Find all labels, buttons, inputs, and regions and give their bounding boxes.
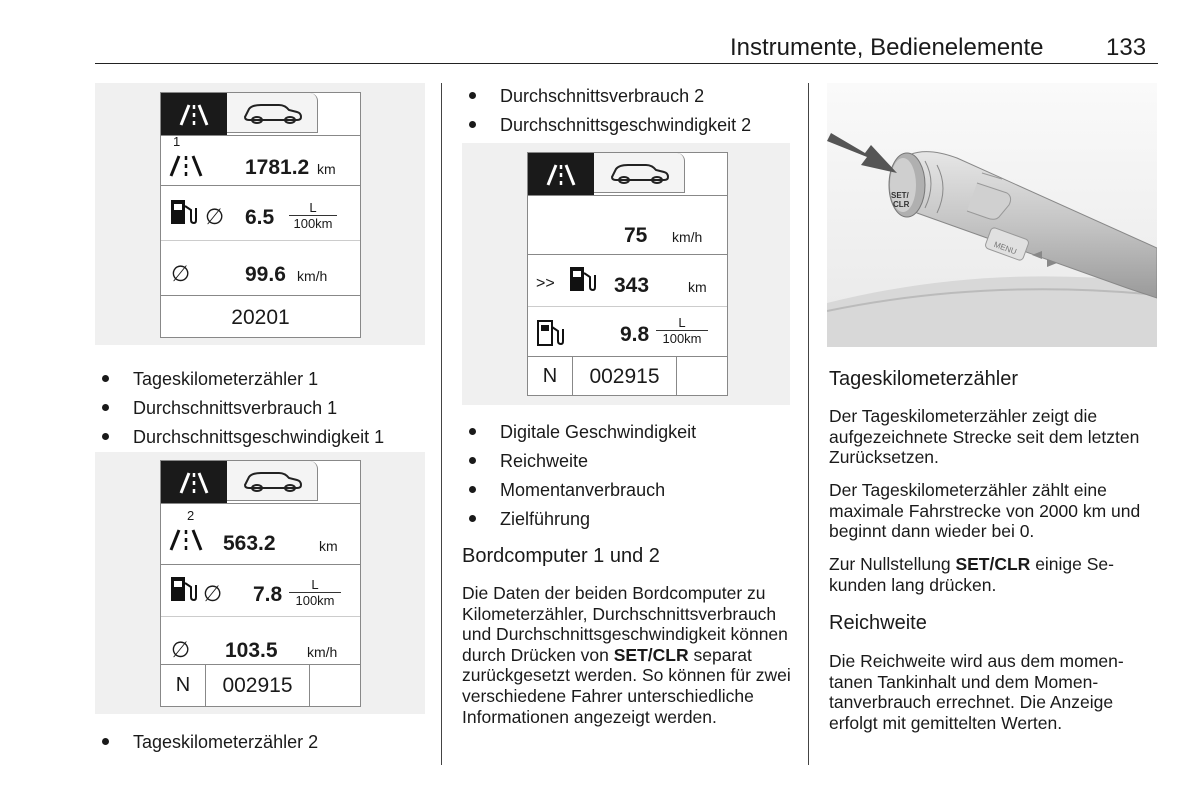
trip-row: [161, 135, 360, 186]
consumption-value: 6.5: [245, 206, 275, 229]
page-number: 133: [1106, 34, 1147, 61]
set-clr-button-label: SET/: [891, 191, 909, 200]
consumption-row: [161, 185, 360, 241]
odometer-cell: [206, 665, 310, 706]
average-icon: ∅: [171, 637, 191, 662]
speed-unit: km/h: [672, 229, 703, 245]
odometer-value: 002915: [589, 365, 660, 388]
odometer-value: 002915: [222, 674, 293, 697]
column-separator: [441, 83, 442, 765]
gear-cell: [528, 357, 573, 395]
section-paragraph: Zur Nullstellung SET/CLR einige Sekunden lang drücken.: [829, 554, 1114, 595]
consumption-row: [161, 564, 360, 617]
list-item: Reichweite: [462, 449, 696, 478]
bullet-list: [95, 367, 384, 454]
section-paragraph: Der Tageskilometerzähler zählt eine maximale Fahrstrecke von 2000 km und beginnt dann wieder bei 0.: [829, 480, 1141, 542]
odometer-row: [161, 295, 360, 338]
trip-value: 563.2: [223, 532, 276, 555]
range-row: [528, 254, 727, 307]
unit-numerator: L: [311, 577, 319, 592]
trip-value: 1781.2: [245, 156, 310, 179]
range-prefix: >>: [536, 275, 555, 292]
speed-row: [161, 240, 360, 296]
trip-unit: km: [317, 161, 336, 177]
speed-unit: km/h: [307, 644, 338, 660]
header-rule: [95, 63, 1158, 64]
fuel-pump-icon: [169, 198, 205, 228]
speed-value: 99.6: [245, 263, 286, 286]
bullet-list: [462, 420, 696, 536]
menu-button-label: MENU: [992, 239, 1018, 257]
trip-number: 1: [173, 134, 181, 149]
bullet-list: [462, 84, 751, 142]
unit-numerator: L: [678, 315, 686, 330]
list-item: Digitale Geschwindigkeit: [462, 420, 696, 449]
unit-denominator: 100km: [656, 330, 708, 346]
tab-vehicle: [227, 461, 318, 501]
consumption-value: 7.8: [253, 583, 283, 606]
display-figure-3: [462, 143, 790, 405]
car-icon: [594, 153, 683, 191]
tab-trip: [528, 153, 594, 195]
tab-vehicle: [227, 93, 318, 133]
tab-trip: [161, 93, 227, 135]
section-paragraph: Der Tageskilometerzähler zeigt die aufgezeichnete Strecke seit dem letzten Zurücksetzen.: [829, 406, 1140, 468]
consumption-row: [528, 306, 727, 357]
speed-row: [161, 616, 360, 665]
fuel-pump-icon: [169, 575, 205, 605]
car-icon: [227, 93, 316, 131]
list-item: Zielführung: [462, 507, 696, 536]
steering-column-lever-photo: [827, 83, 1157, 347]
range-value: 343: [614, 274, 650, 297]
unit-denominator: 100km: [289, 592, 341, 608]
list-item: Durchschnittsgeschwindigkeit 2: [462, 113, 751, 142]
list-item: Durchschnittsverbrauch 1: [95, 396, 384, 425]
unit-numerator: L: [309, 200, 317, 215]
consumption-unit: [289, 200, 337, 231]
speed-value: 103.5: [225, 639, 278, 662]
trip-number: 2: [187, 508, 195, 523]
range-unit: km: [688, 279, 707, 295]
consumption-unit: [656, 315, 708, 346]
display-figure-1: [95, 83, 425, 345]
info-display: [160, 92, 361, 338]
speed-value: 75: [624, 224, 648, 247]
consumption-unit: [289, 577, 341, 608]
fuel-pump-icon: [536, 319, 572, 349]
road-icon: [167, 520, 217, 554]
list-item: Durchschnittsgeschwindigkeit 1: [95, 425, 384, 454]
gear-indicator: N: [175, 674, 191, 696]
list-item: Durchschnittsverbrauch 2: [462, 84, 751, 113]
list-item: Tageskilometerzähler 1: [95, 367, 384, 396]
trip-row: [161, 503, 360, 565]
road-icon: [167, 146, 217, 180]
tab-vehicle: [594, 153, 685, 193]
odometer-cell: [573, 357, 677, 395]
average-icon: ∅: [171, 261, 191, 286]
consumption-value: 9.8: [620, 323, 650, 346]
odometer-row: [528, 356, 727, 396]
gear-cell: [161, 665, 206, 706]
list-item: Tageskilometerzähler 2: [95, 730, 318, 759]
display-figure-2: [95, 452, 425, 714]
road-icon: [161, 93, 227, 135]
section-paragraph: Die Daten der beiden Bordcomputer zu Kilometerzähler, Durchschnittsverbrauch und Durchschnittsgeschwindigkeit können durch Drücken von SET/CLR separat zurückgesetzt werden. So können für zwei verschiedene Fahrer unterschiedliche Informationen angezeigt werden.: [462, 583, 791, 727]
odometer-value: 20201: [231, 306, 290, 329]
speed-unit: km/h: [297, 268, 328, 284]
set-clr-button-label: CLR: [893, 200, 910, 209]
road-icon: [161, 461, 227, 503]
lever-illustration: [827, 83, 1157, 347]
section-heading: Tageskilometerzähler: [829, 368, 1018, 390]
section-paragraph: Die Reichweite wird aus dem momentanen Tankinhalt und dem Momentanverbrauch errechnet. Die Anzeige erfolgt mit gemittelten Werten.: [829, 651, 1124, 733]
speed-row: [528, 195, 727, 255]
section-heading: Reichweite: [829, 612, 927, 634]
column-separator: [808, 83, 809, 765]
odometer-row: [161, 664, 360, 707]
tab-trip: [161, 461, 227, 503]
page-header-title: Instrumente, Bedienelemente: [730, 34, 1044, 61]
average-icon: ∅: [203, 581, 223, 606]
car-icon: [227, 461, 316, 499]
trip-unit: km: [319, 538, 338, 554]
gear-indicator: N: [542, 365, 558, 387]
average-icon: ∅: [205, 204, 225, 229]
section-heading: Bordcomputer 1 und 2: [462, 545, 660, 567]
info-display: [527, 152, 728, 396]
road-icon: [528, 153, 594, 195]
fuel-pump-icon: [568, 265, 604, 295]
info-display: [160, 460, 361, 707]
bullet-list: [95, 730, 318, 759]
unit-denominator: 100km: [289, 215, 337, 231]
list-item: Momentanverbrauch: [462, 478, 696, 507]
